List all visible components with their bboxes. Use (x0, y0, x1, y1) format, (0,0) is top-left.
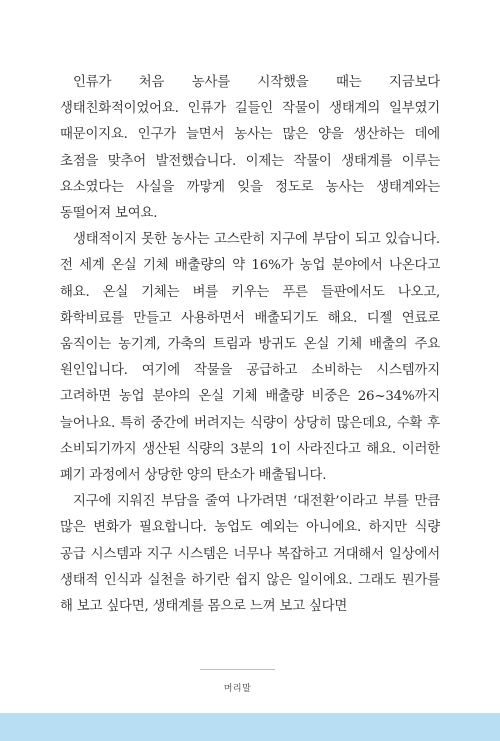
paragraph-3: 지구에 지워진 부담을 줄여 나가려면 ‘대전환’이라고 부를 만큼 많은 변화가 필요합니다. 농업도 예외는 아니에요. 하지만 식량 공급 시스템과 지구 시스템은 너무나 복잡하고 거대해서 일상에서 생태적 인식과 실천을 하기란 쉽지 않은 일이에요. 그래도 뭔가를 해 보고 싶다면, 생태계를 몸으로 느껴 보고 싶다면 (60, 494, 440, 615)
running-footer-label: 머리말 (223, 684, 252, 694)
paragraph-1: 인류가 처음 농사를 시작했을 때는 지금보다 생태친화적이었어요. 인류가 길들인 작물이 생태계의 일부였기 때문이지요. 인구가 늘면서 농사는 많은 양을 생산하는 데에 초점을 맞추어 발전했습니다. 이제는 작물이 생태계를 이루는 요소였다는 사실을 까맣게 잊을 정도로 농사는 생태계와는 동떨어져 보여요. (60, 75, 440, 222)
bottom-color-band (0, 713, 500, 741)
body-text (60, 70, 440, 620)
footer-divider (200, 669, 275, 670)
paragraph-2: 생태적이지 못한 농사는 고스란히 지구에 부담이 되고 있습니다. 전 세계 온실 기체 배출량의 약 16%가 농업 분야에서 나온다고 해요. 온실 기체는 벼를 키우는 푸른 들판에서도 나오고, 화학비료를 만들고 사용하면서 배출되기도 해요. 디젤 연료로 움직이는 농기계, 가축의 트림과 방귀도 온실 기체 배출의 주요 원인입니다. 여기에 작물을 공급하고 소비하는 시스템까지 고려하면 농업 분야의 온실 기체 배출량 비중은 26~34%까지 늘어나요. 특히 중간에 버려지는 식량이 상당히 많은데요, 수확 후 소비되기까지 생산된 식량의 3분의 1이 사라진다고 해요. 이러한 폐기 과정에서 상당한 양의 탄소가 배출됩니다. (60, 232, 440, 484)
